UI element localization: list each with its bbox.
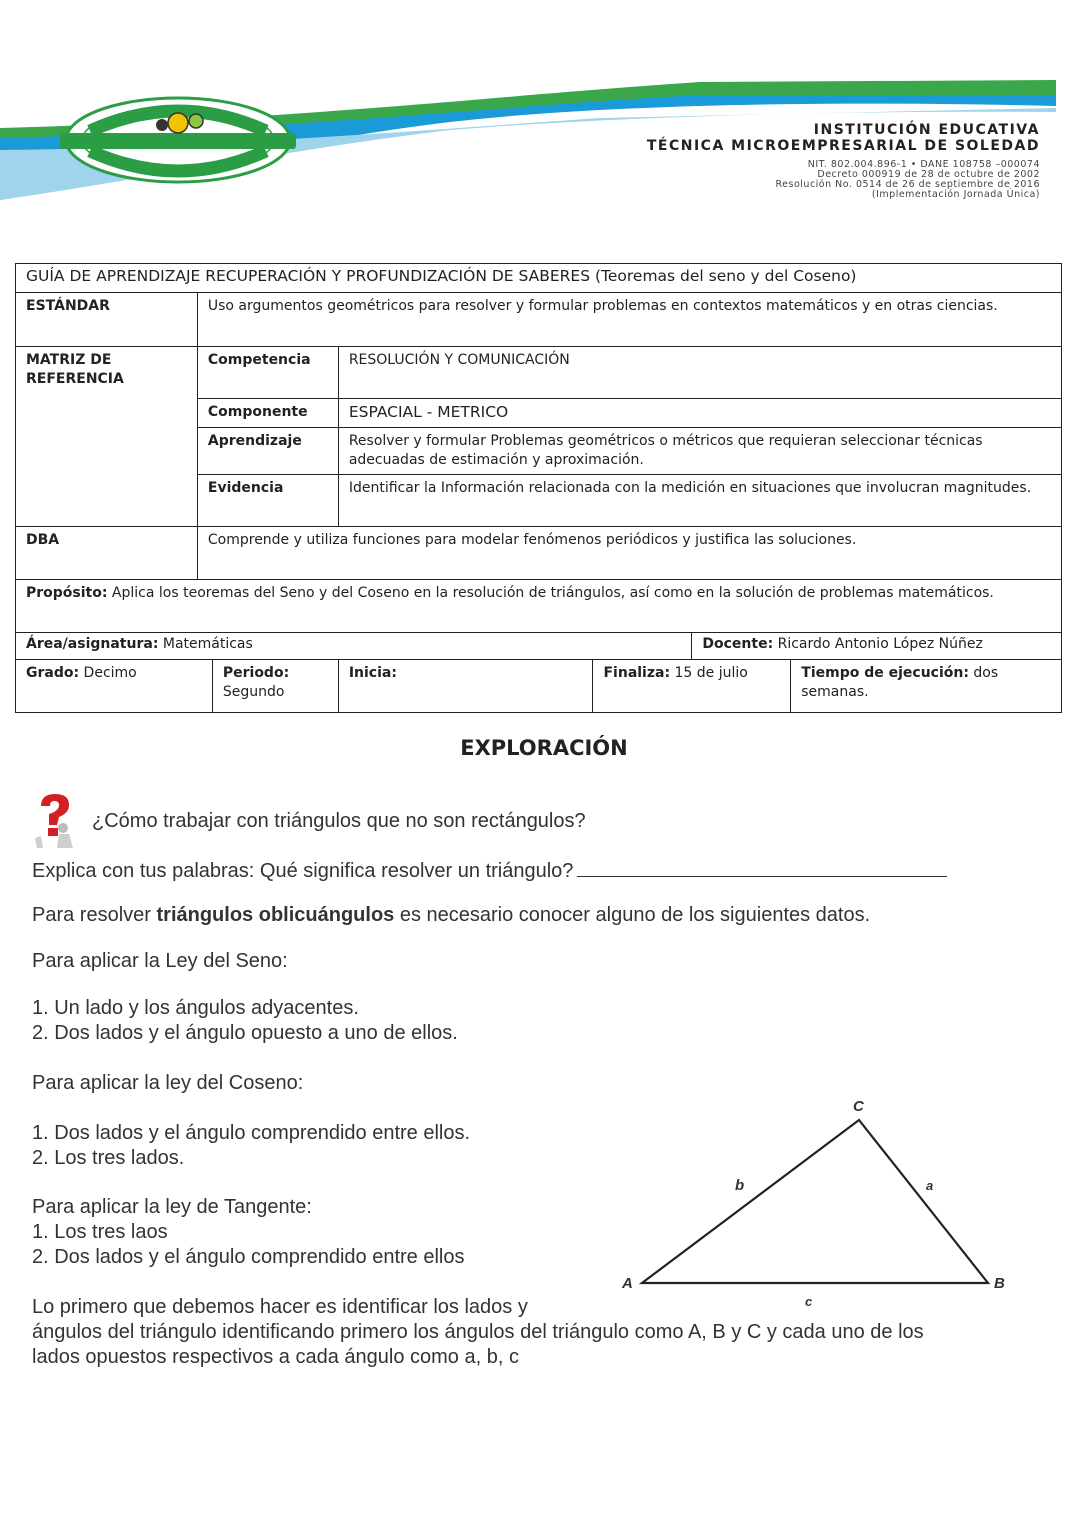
question-figure-icon [33, 792, 77, 848]
closing-line-3: lados opuestos respectivos a cada ángulo como a, b, c [32, 1346, 519, 1368]
seno-title: Para aplicar la Ley del Seno: [32, 950, 288, 972]
periodo-label: Periodo: [222, 665, 290, 681]
grado-value: Decimo [79, 665, 137, 681]
intro-bold: triángulos oblicuángulos [156, 904, 395, 926]
matriz-label: MATRIZ DE REFERENCIA [16, 347, 198, 527]
componente-value: ESPACIAL - METRICO [338, 399, 1061, 428]
dba-value: Comprende y utiliza funciones para modelar fenómenos periódicos y justifica las soluciones. [197, 527, 1061, 580]
school-logo [60, 95, 300, 195]
triangle-diagram [610, 1090, 1020, 1310]
side-a-label: a [926, 1178, 934, 1193]
periodo-value: Segundo [222, 684, 285, 700]
side-b-label: b [735, 1177, 745, 1194]
finaliza-value: 15 de julio [670, 665, 748, 681]
explain-line [32, 856, 947, 884]
seno-item-2: 2. Dos lados y el ángulo opuesto a uno de ellos. [32, 1022, 458, 1044]
answer-blank[interactable] [577, 856, 947, 877]
tangente-title: Para aplicar la ley de Tangente: [32, 1196, 312, 1218]
area-cell [16, 633, 692, 660]
intro-after: es necesario conocer alguno de los siguientes datos. [394, 904, 871, 926]
competencia-label: Competencia [197, 347, 338, 399]
evidencia-value: Identificar la Información relacionada con la medición en situaciones que involucran magnitudes. [338, 475, 1061, 527]
proposito-label: Propósito: [26, 585, 108, 601]
coseno-item-1: 1. Dos lados y el ángulo comprendido entre ellos. [32, 1122, 471, 1144]
componente-label: Componente [197, 399, 338, 428]
grado-label: Grado: [26, 665, 80, 681]
estandar-label: ESTÁNDAR [16, 293, 198, 347]
proposito-cell [16, 580, 1062, 633]
exploration-title: EXPLORACIÓN [460, 736, 628, 760]
finaliza-label: Finaliza: [603, 665, 671, 681]
page-header [0, 0, 1080, 230]
institution-info [647, 122, 1040, 200]
estandar-value: Uso argumentos geométricos para resolver y formular problemas en contextos matemáticos y en otras ciencias. [197, 293, 1061, 347]
triangle-shape [642, 1120, 988, 1283]
closing-line-1: Lo primero que debemos hacer es identificar los lados y [32, 1296, 528, 1318]
exploration-question: ¿Cómo trabajar con triángulos que no son rectángulos? [92, 810, 586, 832]
side-c-label: c [805, 1294, 813, 1309]
intro-before: Para resolver [32, 904, 157, 926]
area-label: Área/asignatura: [26, 636, 159, 652]
intro-line [32, 903, 870, 928]
finaliza-cell [593, 660, 791, 713]
institution-nit: NIT. 802.004.896-1 • DANE 108758 –000074 [807, 159, 1040, 170]
vertex-c-label: C [853, 1098, 864, 1115]
vertex-b-label: B [994, 1275, 1005, 1292]
tiempo-label: Tiempo de ejecución: [801, 665, 969, 681]
tiempo-cell [791, 660, 1062, 713]
institution-name-line2: TÉCNICA MICROEMPRESARIAL DE SOLEDAD [646, 138, 1040, 154]
docente-label: Docente: [702, 636, 774, 652]
guide-title: GUÍA DE APRENDIZAJE RECUPERACIÓN Y PROFUNDIZACIÓN DE SABERES (Teoremas del seno y del Coseno) [16, 264, 1062, 293]
institution-resolucion: Resolución No. 0514 de 26 de septiembre de 2016 [775, 179, 1040, 190]
closing-line-2: ángulos del triángulo identificando primero los ángulos del triángulo como A, B y C y cada uno de los [32, 1321, 924, 1343]
docente-value: Ricardo Antonio López Núñez [773, 636, 983, 652]
coseno-item-2: 2. Los tres lados. [32, 1147, 185, 1169]
periodo-cell [212, 660, 338, 713]
competencia-value: RESOLUCIÓN Y COMUNICACIÓN [338, 347, 1061, 399]
tangente-item-1: 1. Los tres laos [32, 1221, 168, 1243]
proposito-value: Aplica los teoremas del Seno y del Coseno en la resolución de triángulos, así como en la solución de problemas matemáticos. [107, 585, 994, 601]
tiempo-value: dos semanas. [801, 665, 999, 700]
aprendizaje-value: Resolver y formular Problemas geométricos o métricos que requieran seleccionar técnicas adecuadas de estimación y aproximación. [338, 428, 1061, 475]
grado-cell [16, 660, 213, 713]
area-value: Matemáticas [158, 636, 253, 652]
coseno-title: Para aplicar la ley del Coseno: [32, 1072, 304, 1094]
institution-name-line1: INSTITUCIÓN EDUCATIVA [813, 122, 1040, 138]
evidencia-label: Evidencia [197, 475, 338, 527]
aprendizaje-label: Aprendizaje [197, 428, 338, 475]
institution-decreto: Decreto 000919 de 28 de octubre de 2002 [817, 169, 1040, 180]
dba-label: DBA [16, 527, 198, 580]
vertex-a-label: A [622, 1275, 633, 1292]
institution-implementacion: (Implementación Jornada Única) [871, 189, 1040, 200]
guide-info-table [15, 263, 1062, 713]
docente-cell [692, 633, 1062, 660]
seno-item-1: 1. Un lado y los ángulos adyacentes. [32, 997, 359, 1019]
explain-text: Explica con tus palabras: Qué significa resolver un triángulo? [32, 860, 574, 882]
inicia-label: Inicia: [338, 660, 593, 713]
tangente-item-2: 2. Dos lados y el ángulo comprendido entre ellos [32, 1246, 465, 1268]
